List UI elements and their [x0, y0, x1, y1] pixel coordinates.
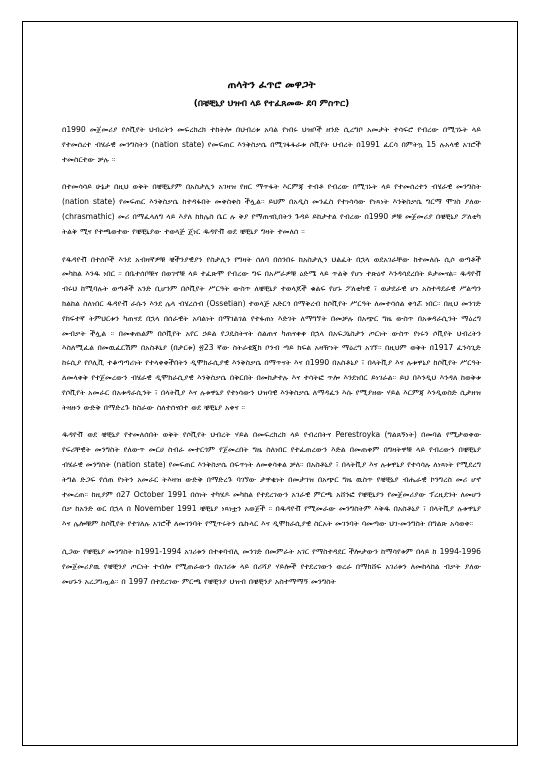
paragraph-5: ሲጋው የቼቺኒያ መንግስት ከ1991-1994 አገሪቱን በተቀባብሊ መንገድ በመምራት አገር የማስተዳደር ችሎታውን ከማሳየቱም በላይ ከ 1994-1996 የመጀመሪያዉ የቼቺንያ ጦርነት ተብሎ የሚጠራውን በአገሪቱ ላይ በሪሻያ ሃይሎች የተደረገውን ወረራ በማክሸፍ አገሪቱን ለመከላከል ብቃት ያለው መሆኑን አረጋግጧል። በ 1997 በተደረገው ምርጫ የቼቺንያ ህዝብ በቼቺንያ አስተማማኝ መንግስት: [62, 546, 481, 586]
paragraph-1: በ1990 መጀመሪያ የሶቪየት ህብረትን መፍረክረክ ተከትሎ በህብረቱ አባል የነበሩ ህዝቦች ዘንድ ሲረግቦ አመታት ተሳፍሮ የብረው በሚገኑት ላይ የተመሰረተ ብሄራዊ መንግስትን (nation state) የመፍጠር እንቅስቃሴ በሚገፋፋራቱ ሶቪየት ህብረት በ1991 ፈርሳ በምትኳ 15 ሉአላዊ አገሮች ተመስርተው ቻሉ ።: [62, 125, 481, 164]
paragraph-4: ዱዳየቭ ወደ ቼቺኒያ የተመለሰበት ወቅት የሶቪየት ህብረት ሃይል በመፍረክረክ ላይ የብረበትና Perestroyka (ግልጸኝነት) በመባል የሚታወቀው የፍሪቸዊት መንግስት የለውጥ መርሀ ስብራ መተርጎም የጀመረበት ግዜ ስለነበር የተፈጠረውን እድል በመጠቀም በግዛትዋቹ ላይ የብረውን በቼቺኒያ ብሄራዊ መንግስት (nation state) የመፍጠር እንቅስቃሴ በፍጥነት ለመቀሳቀል ቻለ። በአስቶኒያ ፣ በላትቪያ እና ሉቱዋኒያ የተሳሳሉ ለነጻነት የሚደረግ ትግል ድጋፍ የሰጠ የነትን አመራር ትእዛዝ ውድቅ በማድረጉ ባገኘው ታዋቂነት በመታገዝ በአጭር ግዜ ዉስጥ የቼቺኒያ ብሔራዊ ኮንግረስ መሪ ሆኖ ተመረጠ። ከዚያም በ27 October 1991 በሰነት ተካሄዶ መካከል የተደረገውን አገራዊ ምርጫ አሸንፎ የቼቺኒያን የመጀመሪያው ፕረዚደንት ለመሆን በቃ ከአንድ ወር በኋላ በ November 1991 ቼቺኒያ ነጻነቷን አወጀች ። በዱዳየቭ የሚመራው መንግስትም እቅዱ በአስቶኒያ ፣ በላትቪያ ሉቱዋኒያ እና ሌሎቹም ከሶቪየት የተገለሉ አገሮች ለመገንባት የሚጥሩትን ሴኩላር እና ዲሞክራሲያዊ ስርአት መገንባት ባመጣው ህገ-መንግስት በግልጽ አሳወቀ።: [62, 430, 481, 529]
document-title: ጠላትን ፈጥሮ መዋጋት: [227, 79, 316, 91]
document-body: [62, 78, 481, 602]
paragraph-3: የዱዳየቭ በተሰቦች እንደ አብዛኛዎቹ ቼችንያዊያን የስታሊን የግዛት ሰለባ በሰንበሩ ከአስታሊን ህልፈት በኋላ ወደአገራቸው ከተመለሱ ሲሶ ወጣቶች መካከል እንዱ ነበር ። በቤተሰቦቹና በወገኖቹ ላይ ተፈጽሞ የብረው ግፍ በአሥራዎቹ ዕድሜ ላይ ጥልቅ የሆነ ተጽዕኖ እንዳሳደረበት ይታመናል። ዱዳየቭ ብሩህ ከሚባሉት ወጣቶች አንድ ቢሆንም በሶቪየት ሥርዓት ውስጥ ለቼቺኒያ ተወላጆች ቁልፍ የሆኑ ፖለቲካዊ ፣ ወታደራዊ ሆነ አስተዳደራዊ ሥልጣን ክልከል ስለነበር ዱዳየቭ ራሱን እንደ ሌላ ብሄረሰብ (Ossetian) ተወላጅ አድርጎ በማቅረብ ከሶቪየት ሥርዓት ለመተሳሰል ቀጎሯ ነበር። በዚህ መንገድ የከፍተኛ ትምህርቱን ካጠናደ በኋላ በሰራዊት አባልነት በማገልገል የተፋጠነ እድገት ለማግኘት በመቻሉ በአጭር ግዜ ውስጥ በአቱዳራሲንት ማዕረግ መብቃት ችሏል ። በመቀጠልም በሶቪየት አየር ኃይል የጋዴስትናት ሰልጠና ካጠናቀቀ በኋላ በአፍጋኒስታን ጦርነት ውስጥ የነሩን ሶቪየት ህብረትን እስለሚፈል በመዉፈርሽም በአስቶኒያ (በታርቱ) ፳23 ኛው ስትራቴጂክ ቦንብ ጣይ ክፍል አዛዥነት ማዕረግ አገኘ። በዚህም ወቅት በ1917 ፈንሳጊድ ከሩሲያ የቦሊቪ ተቆጣጣሪነት የተላቀቀችበትን ዲሞክራሲያዊ እንቅስቃሴ በማጥናት እና በ1990 በአስቶኒያ ፣ በላትቪያ እና ሉቱዋኒያ ከሶቪየት ሥርዓት ለመላቀቅ የተጀመረውን ብሄራዊ ዲሞክራሲያዊ እንቅስቃሴ በቅርበት በመከታተሉ እና ተሳትፎ ጥሎ እንደነበር ይነገራል። ይህ በእንዲህ እንዳለ ከወቅቱ የሶቪየት አመራር በአቱዳራሲንት ፣ በላትቪያ እና ሉቱዋኒያ የተነሳውን ህዝባዊ እንቅስቃሴ ለማዳፈን እሱ የሚያዘው ሃይል እርምጃ እንዲወስድ ሲታዘዝ ትዛዙን ውድቅ በማድረጉ ከስራው ስለተሰናበተ ወደ ቼቺኒያ አቀና ።: [62, 254, 481, 412]
document-subtitle: (በቼቺኒያ ህዝብ ላይ የተፈጸመው ደባ ምስጥር): [193, 99, 350, 109]
paragraph-2: በተመሳሳይ ሁኔታ በዚህ ወቅት በቼቺኒያም በአስታሊን አገዛዝ የዘር ማጥፋት እርምጃ ተብቶ የብረው በሚገኑት ላይ የተመሰረተን ብሄራዊ መንግስት (nation state) የመፍጠር እንቅስቃሴ ከተዳፋበት መቀስቀስ ችሏል። ይህም በአዲስ መንፈስ የተነሳሳው የነጻነት እንቅስቃሴ ግርማ ሞገስ ያለው (chrasmathic) መሪ በማፈላለግ ላይ እያለ ከክሌስ ቤር ሉ ቅያ የማጠናቢበትን ጉዳይ ይከታተል የብረው በ1990 ዎቹ መጀመሪያ በቼቺኒያ ፖለቲካ ትልቅ ሚና የተጫወተው የቼቺኒያው ተወላጅ ጄነር ዱዳየቭ ወደ ቼቺኒያ ግዛት ተመለሰ ።: [62, 182, 481, 236]
